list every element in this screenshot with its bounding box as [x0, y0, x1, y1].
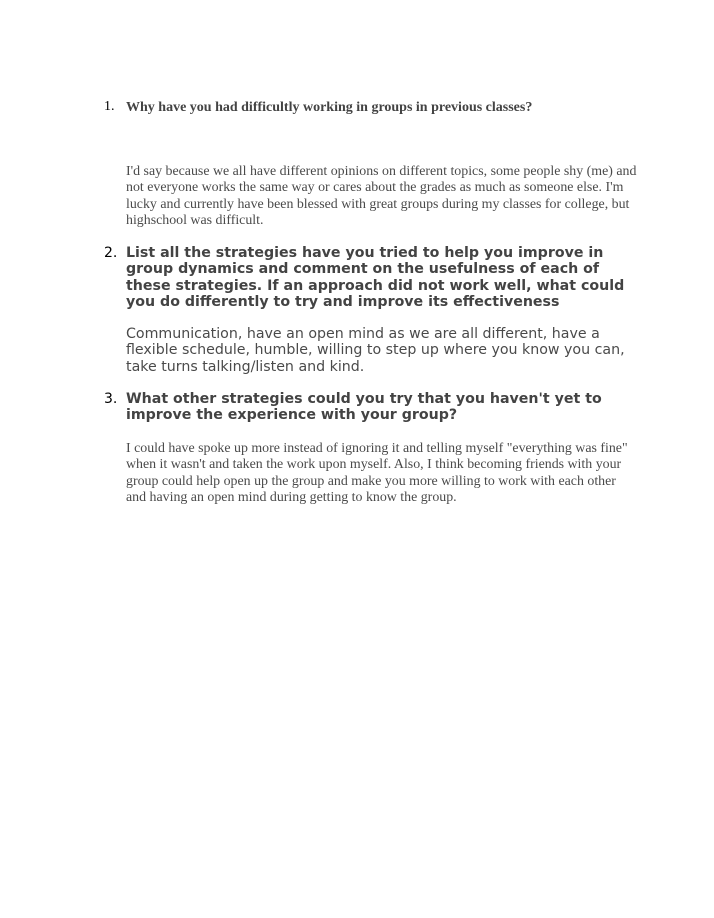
answer-text-2: Communication, have an open mind as we are all diﬀerent, have a ﬂexible schedule, humble, willing to step up where you know you can, take turns talking/listen and kind. — [126, 326, 625, 375]
question-text: List all the strategies have you tried to help you improve in group dynamics and comment on the usefulness of each of these strategies. If an approach did not work well, what could you do differently to try and improve its effectiveness — [126, 245, 625, 311]
question-item-3 — [104, 391, 644, 424]
question-number: 1. — [104, 99, 115, 114]
question-text: What other strategies could you try that you haven't yet to improve the experience with your group? — [126, 391, 602, 424]
question-item-1 — [104, 99, 644, 116]
question-text: Why have you had difficultly working in groups in previous classes? — [126, 100, 533, 115]
answer-text-1: I'd say because we all have different opinions on different topics, some people shy (me) and not everyone works the same way or cares about the grades as much as someone else. I'm lucky and currently have been blessed with great groups during my classes for college, but highschool was difficult. — [126, 164, 637, 229]
question-number: 2. — [104, 245, 118, 261]
question-number: 3. — [104, 391, 118, 407]
answer-text-3: I could have spoke up more instead of ignoring it and telling myself "everything was fine" when it wasn't and taken the work upon myself. Also, I think becoming friends with your group could help open up the group and make you more willing to work with each other and having an open mind during getting to know the group. — [126, 441, 628, 506]
question-item-2 — [104, 245, 644, 311]
